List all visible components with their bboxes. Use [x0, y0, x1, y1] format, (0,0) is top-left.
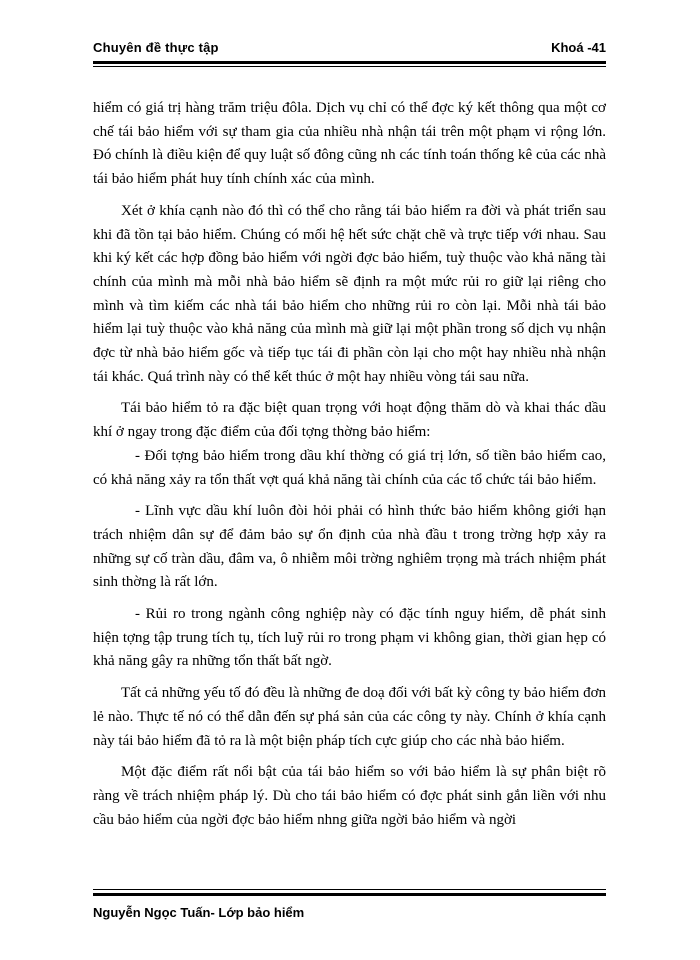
bullet-paragraph: - Rủi ro trong ngành công nghiệp này có đặc tính nguy hiểm, dễ phát sinh hiện tợng tập trung tích tụ, tích luỹ rủi ro trong phạm vi không gian, thời gian hẹp có khả năng gây ra những tổn thất bất ngờ.: [93, 606, 606, 670]
document-body: [93, 97, 606, 840]
header-rule-thin: [93, 66, 606, 67]
paragraph: Tất cả những yếu tố đó đều là những đe doạ đối với bất kỳ công ty bảo hiểm đơn lẻ nào. Thực tế nó có thể dẫn đến sự phá sản của các công ty này. Chính ở khía cạnh này tái bảo hiểm đã tỏ ra là một biện pháp tích cực giúp cho các nhà bảo hiểm.: [93, 685, 606, 749]
footer-rule-thick: [93, 893, 606, 896]
paragraph: hiểm có giá trị hàng trăm triệu đôla. Dịch vụ chỉ có thể đợc ký kết thông qua một cơ chế tái bảo hiểm với sự tham gia của nhiều nhà nhận tái trên một phạm vi rộng lớn. Đó chính là điều kiện để quy luật số đông cũng nh các tính toán thống kê của các nhà tái bảo hiểm phát huy tính chính xác của mình.: [93, 100, 606, 188]
page-header: [93, 40, 606, 60]
bullet-paragraph: - Đối tợng bảo hiểm trong dầu khí thờng có giá trị lớn, số tiền bảo hiểm cao, có khả năng xảy ra tổn thất vợt quá khả năng tài chính của các tổ chức tái bảo hiểm.: [93, 447, 606, 488]
header-course: Khoá -41: [551, 40, 606, 55]
bullet-paragraph: - Lĩnh vực dầu khí luôn đòi hỏi phải có hình thức bảo hiểm không giới hạn trách nhiệm dân sự để đảm bảo sự ổn định của nhà đầu t trong trờng hợp xảy ra những sự cố tràn dầu, đâm va, ô nhiễm môi trờng nghiêm trọng mà trách nhiệm phát sinh thờng là rất lớn.: [93, 503, 606, 591]
page-footer: Nguyễn Ngọc Tuấn- Lớp bảo hiểm: [93, 905, 305, 920]
paragraph: Tái bảo hiểm tỏ ra đặc biệt quan trọng với hoạt động thăm dò và khai thác dầu khí ở ngay trong đặc điểm của đối tợng thờng bảo hiểm:: [93, 400, 606, 441]
footer-rule-thin: [93, 889, 606, 890]
header-rule-thick: [93, 61, 606, 64]
paragraph: Xét ở khía cạnh nào đó thì có thể cho rằng tái bảo hiểm ra đời và phát triển sau khi đã tồn tại bảo hiểm. Chúng có mối hệ hết sức chặt chẽ và trực tiếp với nhau. Sau khi ký kết các hợp đồng bảo hiểm với ngời đợc bảo hiểm, tuỳ thuộc vào khả năng tài chính của mình mà mỗi nhà bảo hiểm sẽ định ra một mức rủi ro giữ lại riêng cho mình và tìm kiếm các nhà tái bảo hiểm cho những rủi ro còn lại. Mỗi nhà tái bảo hiểm lại tuỳ thuộc vào khả năng của mình mà giữ lại một phần trong số dịch vụ nhận đợc từ nhà bảo hiểm gốc và tiếp tục tái đi phần còn lại cho một hay nhiều nhà nhận tái khác. Quá trình này có thể kết thúc ở một hay nhiều vòng tái sau nữa.: [93, 202, 606, 385]
paragraph: Một đặc điểm rất nổi bật của tái bảo hiểm so với bảo hiểm là sự phân biệt rõ ràng về trách nhiệm pháp lý. Dù cho tái bảo hiểm có đợc phát sinh gắn liền với nhu cầu bảo hiểm của ngời đợc bảo hiểm nhng giữa ngời bảo hiểm và ngời: [93, 764, 606, 828]
header-title: Chuyên đề thực tập: [93, 40, 219, 55]
